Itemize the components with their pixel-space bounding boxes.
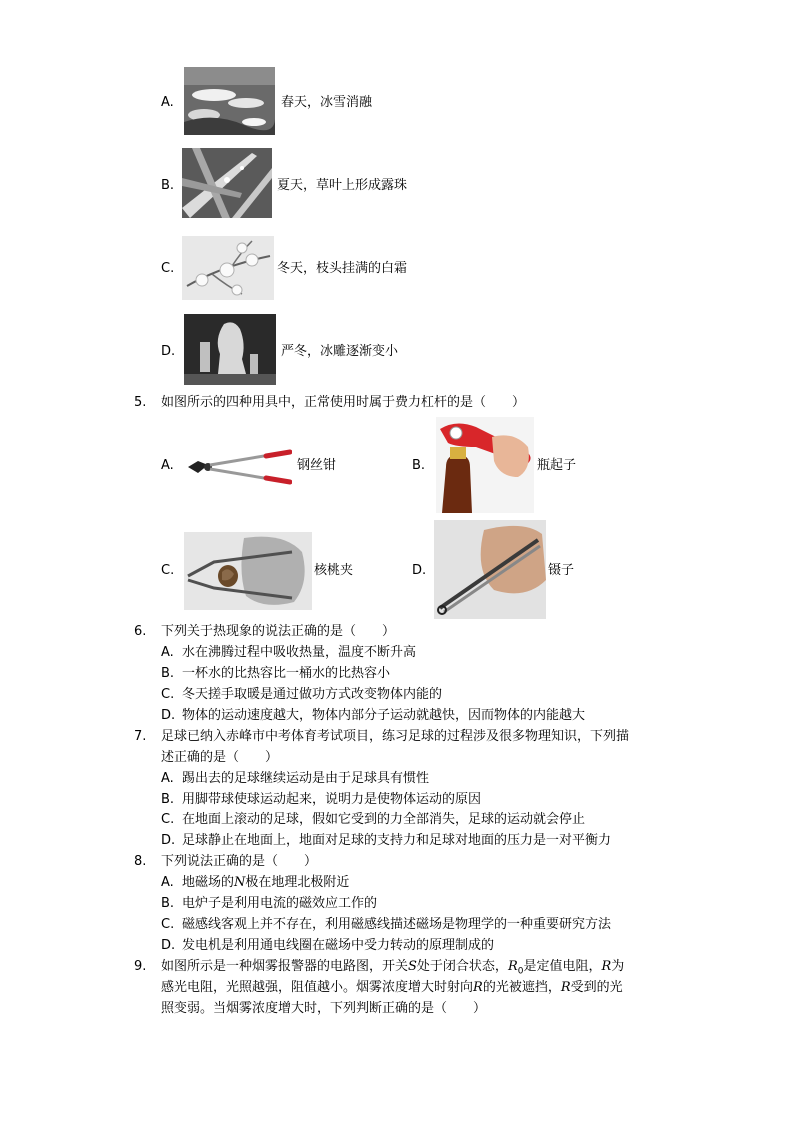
q6-option-b-text: 一杯水的比热容比一桶水的比热容小 [182, 666, 391, 681]
tweezers-photo [434, 520, 546, 619]
q8-option-d-text: 发电机是利用通电线圈在磁场中受力转动的原理制成的 [182, 938, 495, 953]
wire-cutter-photo [186, 447, 292, 489]
q6-option-c-text: 冬天搓手取暖是通过做功方式改变物体内能的 [182, 687, 443, 702]
q8-option-c-text: 磁感线客观上并不存在，利用磁感线描述磁场是物理学的一种重要研究方法 [182, 917, 612, 932]
nutcracker-photo [184, 532, 312, 610]
q5-option-a-letter: A. [161, 458, 174, 473]
q8-option-c-letter: C. [161, 917, 175, 932]
q6-option-c-letter: C. [161, 687, 175, 702]
q4-option-c-letter: C. [161, 261, 175, 276]
q6-number: 6. [134, 624, 147, 639]
q7-option-a-text: 踢出去的足球继续运动是由于足球具有惯性 [182, 771, 430, 786]
q9-stem-line1: 如图所示是一种烟雾报警器的电路图，开关S处于闭合状态，$R_0$是定值电阻，R为 [161, 959, 625, 977]
q5-option-c-letter: C. [161, 563, 175, 578]
q5-option-d-text: 镊子 [548, 563, 575, 578]
q5-option-b-letter: B. [412, 458, 426, 473]
dew-on-grass-photo [182, 148, 272, 218]
q7-option-b-letter: B. [161, 792, 175, 807]
q8-var-n: N [234, 875, 246, 890]
melting-ice-photo [184, 67, 275, 135]
q8-option-d-letter: D. [161, 938, 176, 953]
q6-option-a-letter: A. [161, 645, 174, 660]
q5-option-d-letter: D. [412, 563, 427, 578]
q7-option-d-text: 足球静止在地面上，地面对足球的支持力和足球对地面的压力是一对平衡力 [182, 833, 612, 848]
q5-option-c-text: 核桃夹 [314, 563, 354, 578]
q4-option-d-text: 严冬，冰雕逐渐变小 [281, 344, 399, 359]
q8-number: 8. [134, 854, 147, 869]
bottle-opener-photo [436, 417, 534, 513]
q7-stem-line1: 足球已纳入赤峰市中考体育考试项目，练习足球的过程涉及很多物理知识，下列描 [161, 729, 630, 744]
q6-option-b-letter: B. [161, 666, 175, 681]
q8-option-b-text: 电炉子是利用电流的磁效应工作的 [182, 896, 378, 911]
q4-option-a-text: 春天，冰雪消融 [281, 95, 373, 110]
q7-option-d-letter: D. [161, 833, 176, 848]
q7-option-c-letter: C. [161, 812, 175, 827]
q9-stem-line2: 感光电阻，光照越强，阻值越小。烟雾浓度增大时射向R的光被遮挡，R受到的光 [161, 980, 623, 995]
q4-option-a-letter: A. [161, 95, 174, 110]
q5-option-a-text: 钢丝钳 [297, 458, 337, 473]
q6-stem: 下列关于热现象的说法正确的是（ ） [161, 624, 396, 639]
q9-number: 9. [134, 959, 147, 974]
q5-number: 5. [134, 395, 147, 410]
q4-option-d-letter: D. [161, 344, 176, 359]
q8-option-b-letter: B. [161, 896, 175, 911]
q7-option-a-letter: A. [161, 771, 174, 786]
q4-option-b-letter: B. [161, 178, 175, 193]
q8-stem: 下列说法正确的是（ ） [161, 854, 318, 869]
q8-option-a-letter: A. [161, 875, 174, 890]
q7-option-b-text: 用脚带球使球运动起来，说明力是使物体运动的原因 [182, 792, 482, 807]
q7-stem-line2: 述正确的是（ ） [161, 750, 279, 765]
ice-sculpture-photo [184, 314, 276, 385]
frost-on-branch-photo [182, 236, 274, 300]
q9-stem-line3: 照变弱。当烟雾浓度增大时，下列判断正确的是（ ） [161, 1001, 487, 1016]
q8-option-a-text: 地磁场的N极在地理北极附近 [182, 875, 350, 890]
q6-option-d-text: 物体的运动速度越大，物体内部分子运动就越快，因而物体的内能越大 [182, 708, 586, 723]
q5-option-b-text: 瓶起子 [537, 458, 577, 473]
q5-stem: 如图所示的四种用具中，正常使用时属于费力杠杆的是（ ） [161, 395, 526, 410]
q4-option-c-text: 冬天，枝头挂满的白霜 [277, 261, 408, 276]
q6-option-a-text: 水在沸腾过程中吸收热量，温度不断升高 [182, 645, 417, 660]
q7-number: 7. [134, 729, 147, 744]
q7-option-c-text: 在地面上滚动的足球，假如它受到的力全部消失，足球的运动就会停止 [182, 812, 586, 827]
q4-option-b-text: 夏天，草叶上形成露珠 [277, 178, 408, 193]
q6-option-d-letter: D. [161, 708, 176, 723]
